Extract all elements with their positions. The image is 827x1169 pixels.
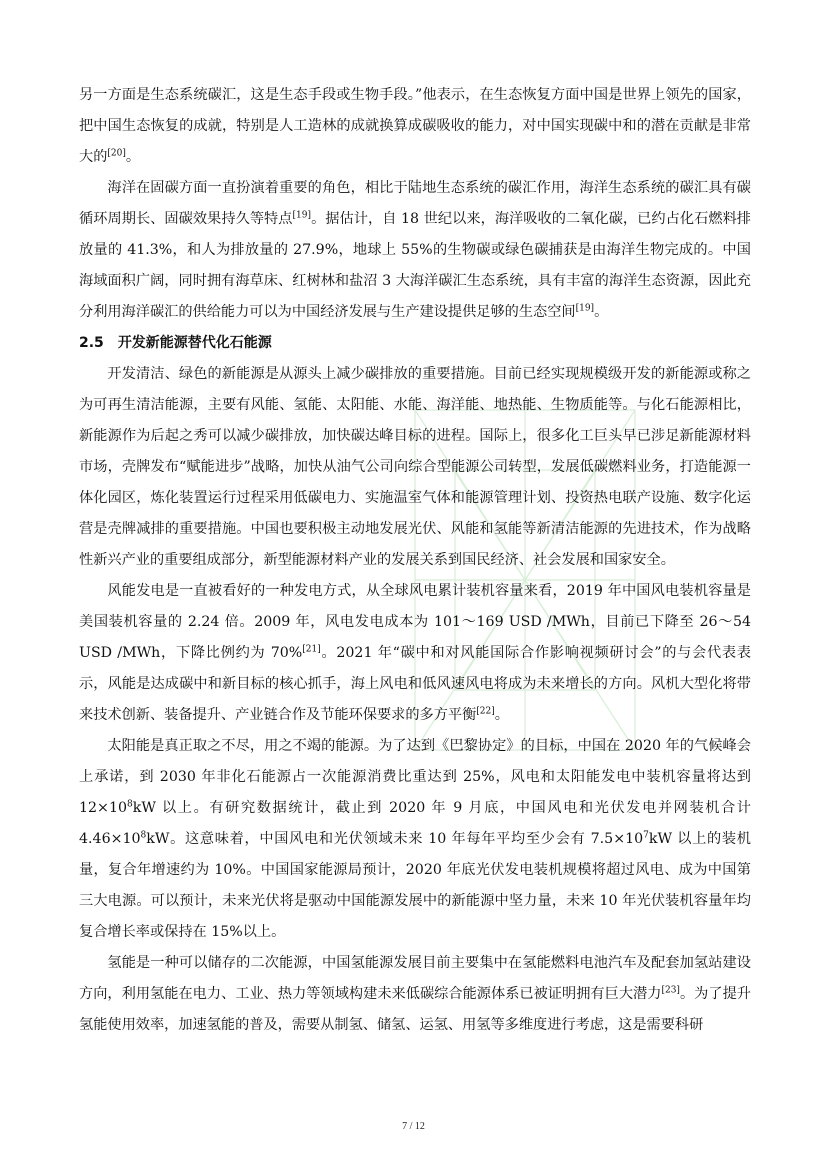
- paragraph-6-text-a: 氢能是一种可以储存的二次能源，中国氢能源发展目前主要集中在氢能燃料电池汽车及配套加氢站建设方向，利用氢能在电力、工业、热力等领域构建未来低碳综合能源体系已被证明拥有巨大潜力: [79, 955, 751, 1002]
- citation-22[interactable]: [22]: [476, 706, 495, 717]
- citation-23[interactable]: [23]: [661, 985, 680, 996]
- paragraph-2-text-b: 。据估计，自 18 世纪以来，海洋吸收的二氧化碳，已约占化石燃料排放量的 41.3%，和人为排放量的 27.9%，地球上 55%的生物碳或绿色碳捕获是由海洋生物完成的。中国海域面积广阔，同时拥有海草床、红树林和盐沼 3 大海洋碳汇生态系统，具有丰富的海洋生态资源，因此充分利用海洋碳汇的供给能力可以为中国经济发展与生产建设提供足够的生态空间: [79, 211, 751, 320]
- paragraph-4-text-a: 风能发电是一直被看好的一种发电方式，从全球风电累计装机容量来看，2019 年中国风电装机容量是美国装机容量的 2.24 倍。2009 年，风电发电成本为 101～169 USD /MWh，目前已下降至 26～54 USD /MWh，下降比例约为 70%: [79, 583, 751, 661]
- paragraph-1: [79, 80, 751, 173]
- paragraph-4-text-c: 。: [494, 707, 509, 723]
- paragraph-6: [79, 948, 751, 1041]
- body-text: [79, 80, 751, 1041]
- exponent-3: 7: [643, 830, 649, 841]
- paragraph-3: [79, 359, 751, 576]
- paragraph-2-text-a: 海洋在固碳方面一直扮演着重要的角色，相比于陆地生态系统的碳汇作用，海洋生态系统的碳汇具有碳循环周期长、固碳效果持久等特点: [79, 180, 751, 227]
- citation-19b[interactable]: [19]: [575, 303, 595, 314]
- section-number: 2.5: [79, 335, 104, 351]
- exponent-2: 8: [140, 830, 147, 841]
- paragraph-1-end: 。: [125, 149, 141, 165]
- citation-19a[interactable]: [19]: [292, 210, 312, 221]
- paragraph-4-text-b: 。2021 年“碳中和对风能国际合作影响视频研讨会”的与会代表表示，风能是达成碳中和新目标的核心抓手，海上风电和低风速风电将成为未来增长的方向。风机大型化将带来技术创新、装备提升、产业链合作及节能环保要求的多方平衡: [79, 645, 751, 723]
- exponent-1: 8: [127, 799, 133, 810]
- paragraph-5-text-c: kW。这意味着，中国风电和光伏领域未来 10 年每年平均至少会有 7.5×10: [146, 831, 644, 847]
- section-title: 开发新能源替代化石能源: [117, 335, 272, 351]
- paragraph-5-text-d: kW 以上的装机量，复合年增速约为 10%。中国国家能源局预计，2020 年底光伏发电装机规模将超过风电、成为中国第三大电源。可以预计，未来光伏将是驱动中国能源发展中的新能源中坚力量，未来 10 年光伏装机容量年均复合增长率或保持在 15%以上。: [79, 831, 751, 940]
- paragraph-6-text-b: 。为了提升氢能使用效率，加速氢能的普及，需要从制氢、储氢、运氢、用氢等多维度进行考虑，这是需要科研: [79, 986, 751, 1033]
- paragraph-5-text-b: kW 以上。有研究数据统计，截止到 2020 年 9 月底，中国风电和光伏发电并网装机合计 4.46×10: [79, 800, 751, 847]
- citation-21[interactable]: [21]: [302, 644, 321, 655]
- paragraph-2-text-c: 。: [594, 304, 609, 320]
- paragraph-5-text-a: 太阳能是真正取之不尽，用之不竭的能源。为了达到《巴黎协定》的目标，中国在 2020 年的气候峰会上承诺，到 2030 年非化石能源占一次能源消费比重达到 25%，风电和太阳能发电中装机容量将达到 12×10: [79, 738, 751, 816]
- paragraph-5: [79, 731, 751, 948]
- page-number: 7 / 12: [402, 1121, 425, 1132]
- section-heading: [79, 328, 751, 359]
- paragraph-3-text: 开发清洁、绿色的新能源是从源头上减少碳排放的重要措施。目前已经实现规模级开发的新能源或称之为可再生清洁能源，主要有风能、氢能、太阳能、水能、海洋能、地热能、生物质能等。与化石能源相比，新能源作为后起之秀可以减少碳排放，加快碳达峰目标的进程。国际上，很多化工巨头早已涉足新能源材料市场，壳牌发布“赋能进步”战略，加快从油气公司向综合型能源公司转型，发展低碳燃料业务，打造能源一体化园区，炼化装置运行过程采用低碳电力、实施温室气体和能源管理计划、投资热电联产设施、数字化运营是壳牌减排的重要措施。中国也要积极主动地发展光伏、风能和氢能等新清洁能源的先进技术，作为战略性新兴产业的重要组成部分，新型能源材料产业的发展关系到国民经济、社会发展和国家安全。: [79, 366, 751, 568]
- paragraph-1-text: 另一方面是生态系统碳汇，这是生态手段或生物手段。”他表示，在生态恢复方面中国是世界上领先的国家，把中国生态恢复的成就，特别是人工造林的成就换算成碳吸收的能力，对中国实现碳中和的潜在贡献是非常大的: [79, 87, 751, 165]
- paragraph-4: [79, 576, 751, 731]
- paragraph-2: [79, 173, 751, 328]
- citation-20[interactable]: [20]: [107, 148, 126, 159]
